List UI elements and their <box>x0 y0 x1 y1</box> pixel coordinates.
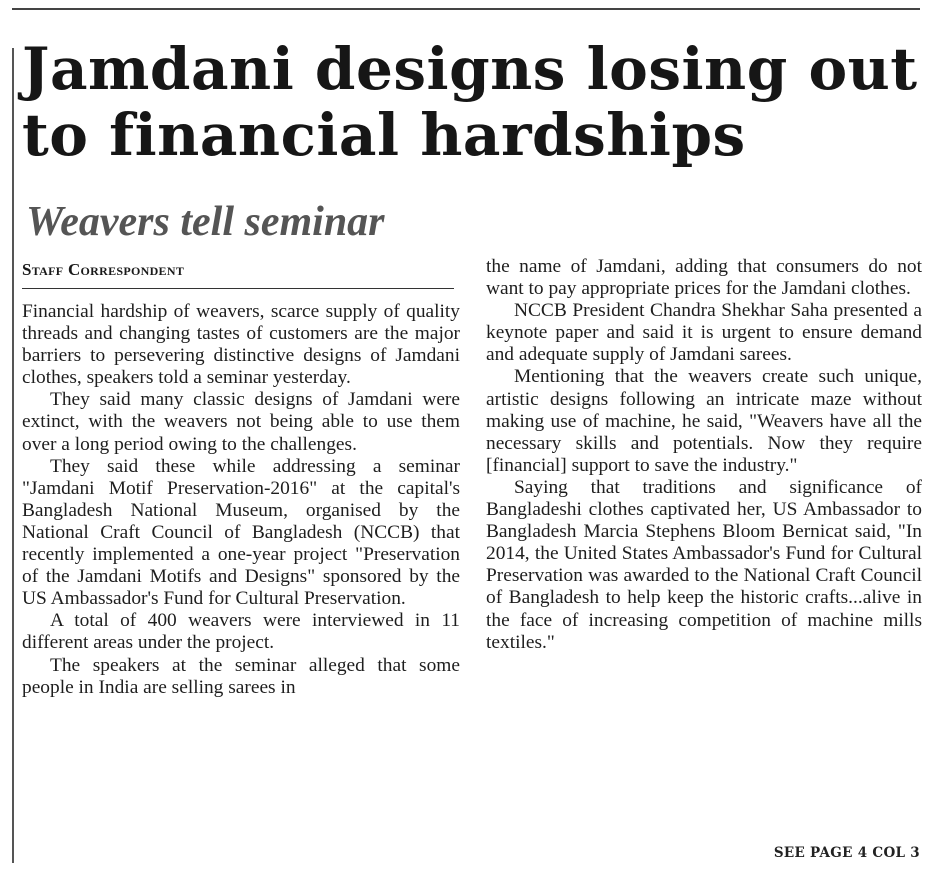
paragraph: NCCB President Chandra Shekhar Saha presented a keynote paper and said it is urgent to ensure demand and adequate supply of Jamdani sarees. <box>486 300 922 366</box>
subheadline: Weavers tell seminar <box>26 199 385 245</box>
paragraph: Saying that traditions and significance of Bangladeshi clothes captivated her, US Ambassador to Bangladesh Marcia Stephens Bloom Bernicat said, "In 2014, the United States Ambassador's Fund for Cultural Preservation was awarded to the National Craft Council of Bangladesh to help keep the historic crafts...alive in the face of increasing competition of machine mills textiles." <box>486 476 922 653</box>
left-column-rule <box>12 48 14 863</box>
article-column-right <box>486 256 922 654</box>
paragraph: They said many classic designs of Jamdani were extinct, with the weavers not being able to use them over a long period owing to the challenges. <box>22 389 460 455</box>
paragraph: the name of Jamdani, adding that consumers do not want to pay appropriate prices for the Jamdani clothes. <box>486 256 922 300</box>
paragraph: The speakers at the seminar alleged that some people in India are selling sarees in <box>22 654 460 698</box>
paragraph: Financial hardship of weavers, scarce supply of quality threads and changing tastes of customers are the major barriers to persevering distinctive designs of Jamdani clothes, speakers told a seminar yesterday. <box>22 301 460 389</box>
paragraph: Mentioning that the weavers create such unique, artistic designs following an intricate maze without making use of machine, he said, "Weavers have all the necessary skills and potentials. Now they require [financial] support to save the industry." <box>486 366 922 476</box>
paragraph: A total of 400 weavers were interviewed in 11 different areas under the project. <box>22 610 460 654</box>
paragraph: They said these while addressing a seminar "Jamdani Motif Preservation-2016" at the capital's Bangladesh National Museum, organised by the National Craft Council of Bangladesh (NCCB) that recently implemented a one-year project "Preservation of the Jamdani Motifs and Designs" sponsored by the US Ambassador's Fund for Cultural Preservation. <box>22 455 460 610</box>
continuation-jump-line: SEE PAGE 4 COL 3 <box>773 845 920 861</box>
byline: Staff Correspondent <box>22 260 454 289</box>
headline: Jamdani designs losing out to financial hardships <box>22 35 918 169</box>
article-column-left <box>22 301 460 699</box>
top-rule <box>12 8 920 10</box>
